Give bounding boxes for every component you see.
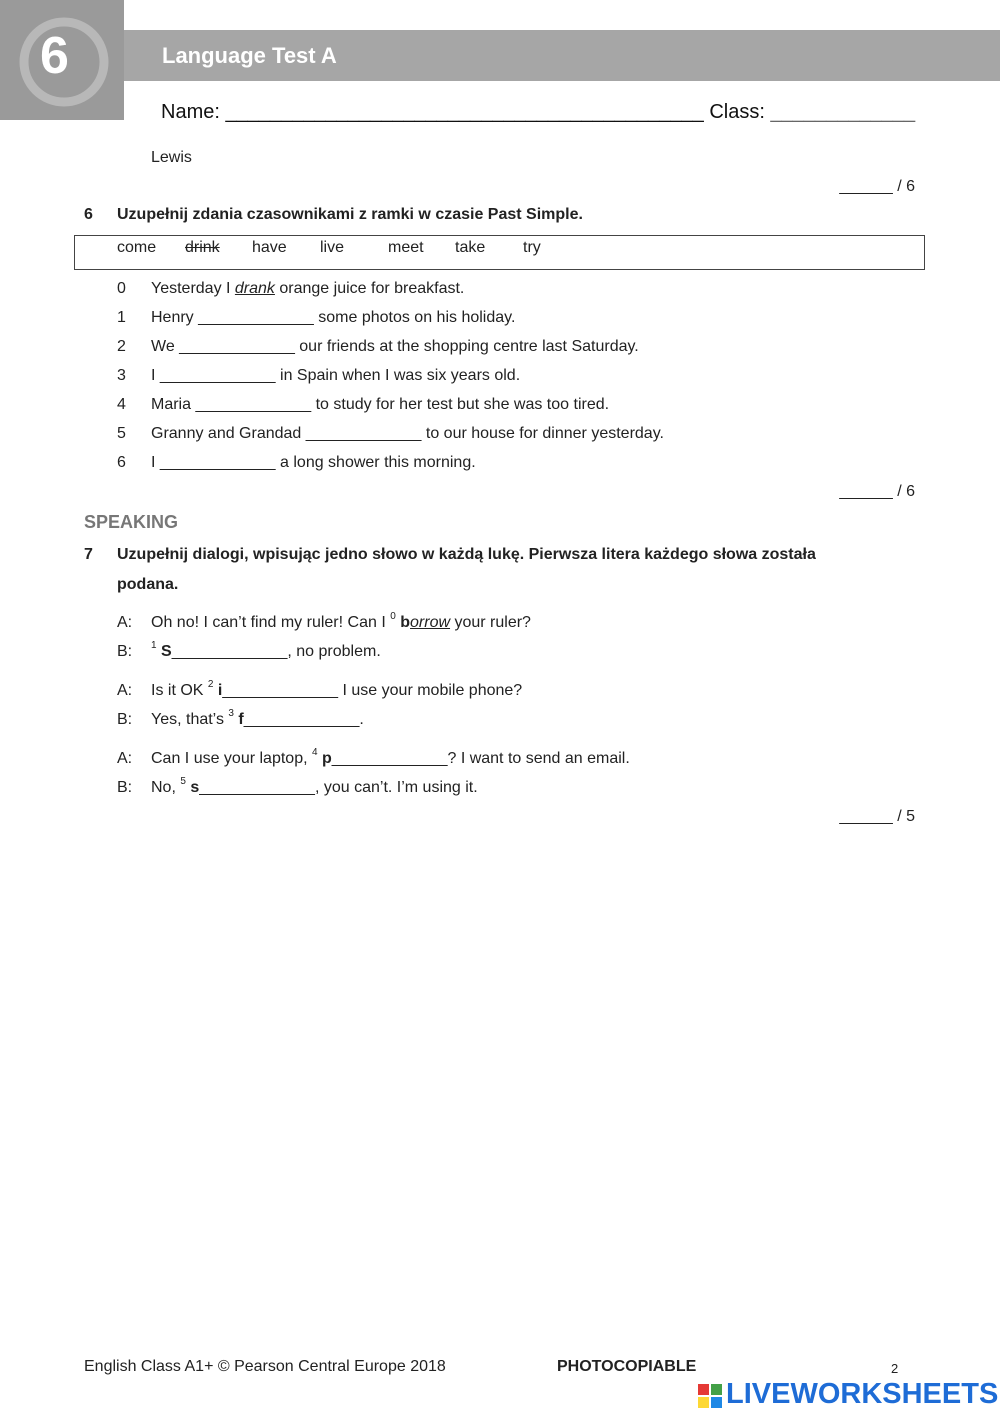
unit-number: 6 [40, 27, 69, 85]
word-come: come [117, 239, 157, 256]
sentence-number: 5 [117, 425, 126, 442]
example-answer: orrow [410, 614, 451, 631]
word-live: live [320, 239, 345, 256]
page-number: 2 [891, 1361, 899, 1376]
sentence-example: Yesterday I drank orange juice for breakfast. [151, 280, 465, 297]
sentence-1[interactable]: Henry _____________ some photos on his holiday. [151, 309, 516, 326]
student-name: Lewis [151, 149, 192, 166]
dialogue-line-3: Yes, that’s $^3$ f_____________. [151, 708, 364, 728]
speaker-label: A: [117, 750, 133, 767]
sentence-5[interactable]: Granny and Grandad _____________ to our house for dinner yesterday. [151, 425, 664, 442]
dialogue-line-4: Can I use your laptop, $^4$ p_____________? I want to send an email. [151, 747, 630, 767]
logo-text: LIVEWORKSHEETS [726, 1378, 999, 1410]
speaker-label: B: [117, 643, 133, 660]
speaker-label: A: [117, 614, 133, 631]
dialogue-line-0: Oh no! I can’t find my ruler! Can I $^0$ borrow your ruler? [151, 611, 531, 631]
sentence-2[interactable]: We _____________ our friends at the shopping centre last Saturday. [151, 338, 639, 355]
footer-photocopiable: PHOTOCOPIABLE [557, 1358, 697, 1375]
score-exercise-6: ______ / 6 [839, 483, 915, 500]
word-have: have [252, 239, 287, 256]
dialogue-line-2: Is it OK $^2$ i_____________ I use your mobile phone? [151, 679, 523, 699]
sentence-number: 1 [117, 309, 126, 326]
footer-copyright: English Class A1+ © Pearson Central Europe 2018 [84, 1358, 446, 1375]
exercise-7-instruction-line1: Uzupełnij dialogi, wpisując jedno słowo w każdą lukę. Pierwsza litera każdego słowa została [117, 546, 816, 563]
word-drink: drink [185, 239, 220, 256]
name-field[interactable]: ___________________________________________ [225, 101, 704, 123]
word-try: try [523, 239, 541, 256]
score-previous: ______ / 6 [839, 178, 915, 195]
sentence-number: 0 [117, 280, 126, 297]
name-label: Name: [161, 101, 220, 123]
exercise-6-instruction: Uzupełnij zdania czasownikami z ramki w czasie Past Simple. [117, 206, 583, 223]
exercise-6-number: 6 [84, 206, 93, 223]
unit-badge [0, 0, 124, 120]
sentence-number: 6 [117, 454, 126, 471]
name-class-line [161, 101, 915, 124]
sentence-number: 4 [117, 396, 126, 413]
exercise-7-instruction-line2: podana. [117, 576, 179, 593]
answer-blank-4[interactable]: _____________ [331, 750, 448, 767]
speaker-label: B: [117, 711, 133, 728]
logo-grid-icon [698, 1384, 722, 1408]
class-label: Class: [709, 101, 765, 123]
sentence-3[interactable]: I _____________ in Spain when I was six years old. [151, 367, 521, 384]
page-title: Language Test A [162, 43, 337, 68]
dialogue-line-1: $^1$ S_____________, no problem. [151, 640, 381, 660]
class-field[interactable]: _____________ [770, 101, 916, 123]
dialogue-line-5: No, $^5$ s_____________, you can’t. I’m using it. [151, 776, 478, 796]
word-take: take [455, 239, 486, 256]
section-heading-speaking: SPEAKING [84, 512, 179, 532]
sentence-6[interactable]: I _____________ a long shower this morning. [151, 454, 476, 471]
answer-blank-2[interactable]: _____________ [222, 682, 339, 699]
sentence-number: 3 [117, 367, 126, 384]
sentence-4[interactable]: Maria _____________ to study for her test but she was too tired. [151, 396, 610, 413]
answer-blank-1[interactable]: _____________ [171, 643, 288, 660]
sentence-number: 2 [117, 338, 126, 355]
score-exercise-7: ______ / 5 [839, 808, 915, 825]
speaker-label: A: [117, 682, 133, 699]
answer-blank-3[interactable]: _____________ [243, 711, 360, 728]
word-meet: meet [388, 239, 424, 256]
speaker-label: B: [117, 779, 133, 796]
answer-blank-5[interactable]: _____________ [199, 779, 315, 796]
example-answer: drank [234, 280, 275, 297]
exercise-7-number: 7 [84, 546, 93, 563]
